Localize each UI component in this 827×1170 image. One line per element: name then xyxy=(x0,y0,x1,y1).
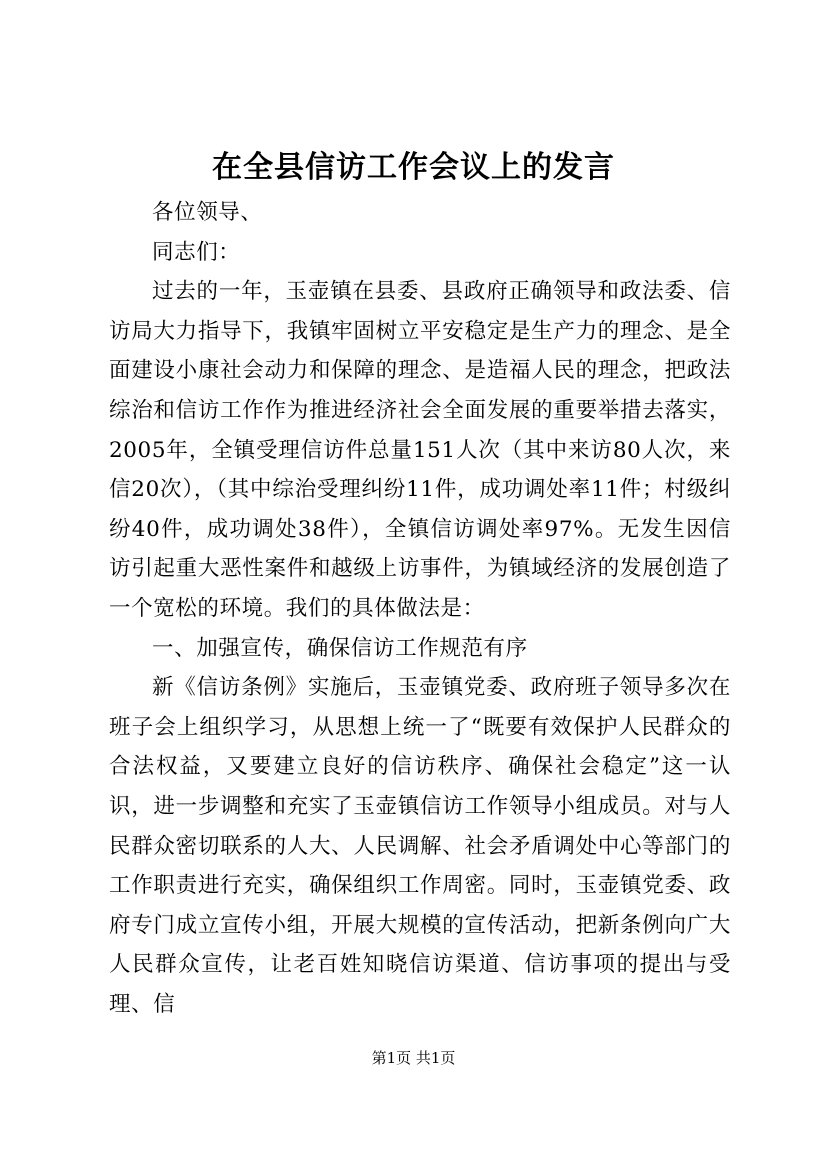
salutation-line-2: 同志们： xyxy=(152,239,241,265)
body-paragraph: 新《信访条例》实施后，玉壶镇党委、政府班子领导多次在班子会上组织学习，从思想上统一了“既要有效保护人民群众的合法权益，又要建立良好的信访秩序、确保社会稳定”这一认识，进一步调整和充实了玉壶镇信访工作领导小组成员。对与人民群众密切联系的人大、人民调解、社会矛盾调处中心等部门的工作职责进行充实，确保组织工作周密。同时，玉壶镇党委、政府专门成立宣传小组，开展大规模的宣传活动，把新条例向广大人民群众宣传，让老百姓知晓信访渠道、信访事项的提出与受理、信 xyxy=(109,675,731,1017)
section-heading: 一、加强宣传，确保信访工作规范有序 xyxy=(152,635,528,661)
salutation-line-1: 各位领导、 xyxy=(152,200,263,225)
body-paragraph: 过去的一年，玉壶镇在县委、县政府正确领导和政法委、信访局大力指导下，我镇牢固树立平安稳定是生产力的理念、是全面建设小康社会动力和保障的理念、是造福人民的理念，把政法综治和信访工作作为推进经济社会全面发展的重要举措去落实，2005年，全镇受理信访件总量151人次（其中来访80人次，来信20次），（其中综治受理纠纷11件，成功调处率11件；村级纠纷40件，成功调处38件），全镇信访调处率97%。无发生因信访引起重大恶性案件和越级上访事件，为镇域经济的发展创造了一个宽松的环境。我们的具体做法是： xyxy=(109,279,731,621)
document-title: 在全县信访工作会议上的发言 xyxy=(212,150,615,185)
page-footer: 第1页 共1页 xyxy=(371,1049,456,1067)
document-body xyxy=(109,193,731,1024)
